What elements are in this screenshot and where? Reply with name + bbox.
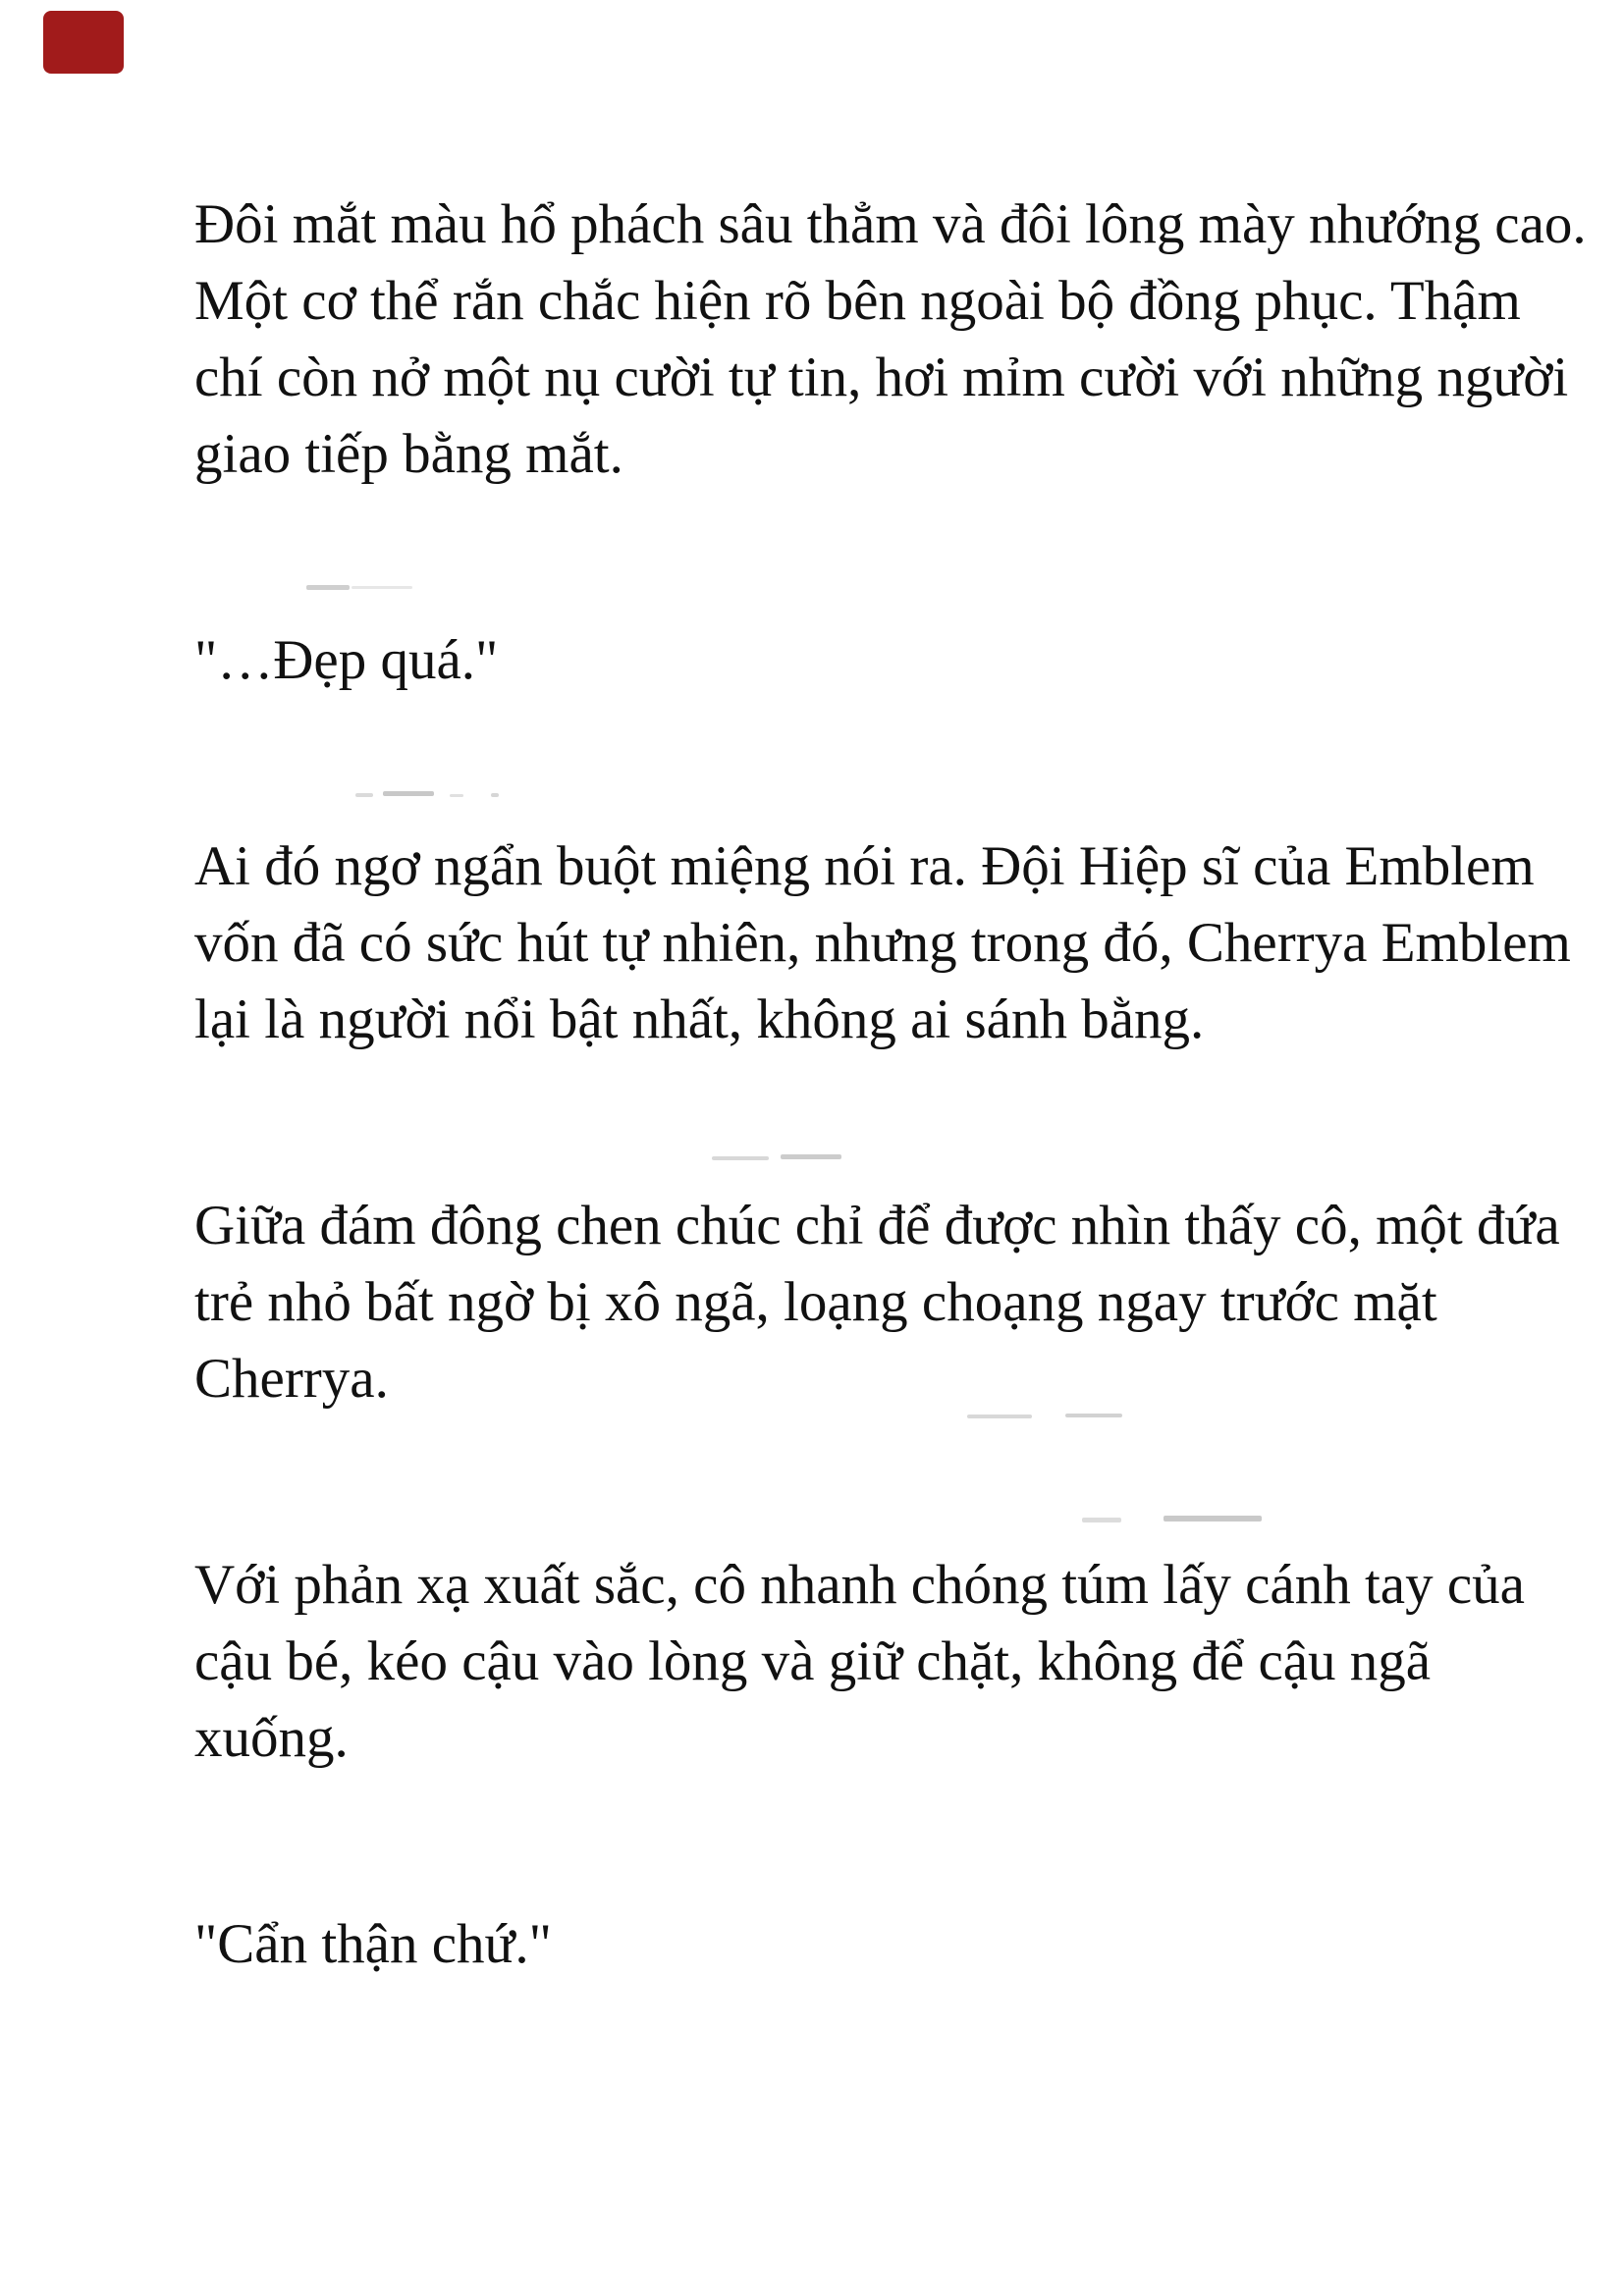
text-line: vốn đã có sức hút tự nhiên, nhưng trong đó, Cherrya Emblem: [194, 912, 1571, 974]
text-line: cậu bé, kéo cậu vào lòng và giữ chặt, không để cậu ngã: [194, 1630, 1432, 1692]
corner-red-mark: [43, 11, 124, 74]
text-line: Một cơ thể rắn chắc hiện rõ bên ngoài bộ đồng phục. Thậm: [194, 270, 1521, 332]
text-line: xuống.: [194, 1707, 349, 1769]
paragraph-description-eyes: [194, 187, 1587, 493]
text-line: Đôi mắt màu hổ phách sâu thẳm và đôi lông mày nhướng cao.: [194, 193, 1587, 255]
text-line: Cherrya.: [194, 1348, 389, 1410]
paragraph-reflex: [194, 1547, 1525, 1777]
text-line: "Cẩn thận chứ.": [194, 1913, 552, 1975]
dialogue-line-dep-qua: [194, 622, 1500, 699]
text-block: [194, 187, 1587, 2112]
text-line: lại là người nổi bật nhất, không ai sánh bằng.: [194, 988, 1205, 1050]
text-line: Ai đó ngơ ngẩn buột miệng nói ra. Đội Hiệp sĩ của Emblem: [194, 835, 1535, 897]
paragraph-knights: [194, 828, 1571, 1058]
text-line: Với phản xạ xuất sắc, cô nhanh chóng túm lấy cánh tay của: [194, 1554, 1525, 1616]
text-line: giao tiếp bằng mắt.: [194, 423, 623, 485]
paragraph-crowd: [194, 1188, 1560, 1417]
text-line: trẻ nhỏ bất ngờ bị xô ngã, loạng choạng ngay trước mặt: [194, 1271, 1437, 1333]
dialogue-line-can-than: [194, 1906, 1500, 1983]
text-line: "…Đẹp quá.": [194, 629, 499, 691]
text-line: Giữa đám đông chen chúc chỉ để được nhìn thấy cô, một đứa: [194, 1195, 1560, 1256]
text-line: chí còn nở một nụ cười tự tin, hơi mỉm cười với những người: [194, 347, 1569, 408]
